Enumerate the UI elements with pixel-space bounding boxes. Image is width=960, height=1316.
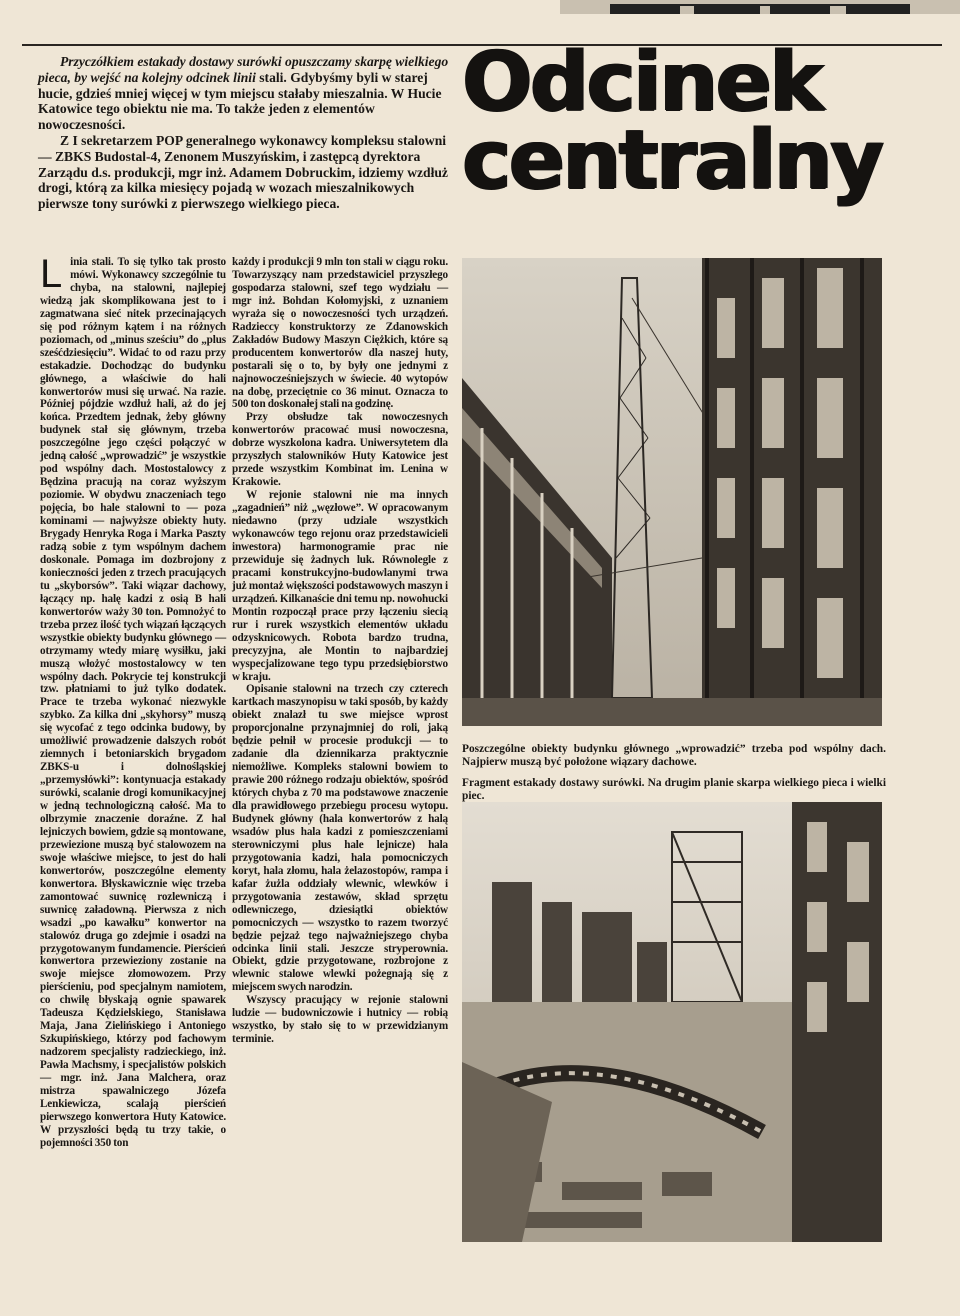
photo-1-illustration	[462, 258, 882, 726]
col1-p1-text: inia stali. To się tylko tak prosto mówi. Wykonawcy szczególnie tu chyba, na stalowni, najlepiej wiedzą jak skomplikowana jest to i zagmatwana sieć nitek przecinających się pod różnym kątem i na różnych poziomach, od „minus sześciu” do „plus sześćdziesięciu”. Widać to od razu przy estakadzie. Dochodząc do budynku głównego, a właściwie do hali konwertorów musi się urwać. Na razie. Później pójdzie wzdłuż hali, aż do jej końca. Przedtem jednak, żeby główny budynek stał się głównym, trzeba poszczególne jego części połączyć w jedną całość „wprowadzić” je wszystkie pod wspólny dach. Mostostalowcy z Będzina pracują na coraz wyższym poziomie. W obydwu znaczeniach tego pojęcia, bo hale stalowni to — poza kominami — najwyższe obiekty huty. Brygady Henryka Roga i Marka Paszty radzą sobie z tym wspólnym dachem doskonale. Pomaga im dozbrojony z konieczności jeden z trzech pracujących tu „skyborsów”. Taki wiązar dachowy, łączący np. halę kadzi z osią B hali konwertorów waży 30 ton. Pomnożyć to trzeba przez ilość tych wiązań łączących wszystkie obiekty budynku głównego — otrzymamy wtedy miarę wysiłku, jaki muszą włożyć mostostalowcy w ten wspólny dach. Pokrycie tej konstrukcji tzw. płatniami to już tylko dodatek. Prace te trzeba wykonać niezwykle szybko. Za kilka dni „skyhorsy” muszą się wycofać z tego odcinka budowy, by umożliwić prowadzenie dalszych robót ziemnych i betoniarskich brygadom ZBKS-u i dolnośląskiej „przemysłówki”: kontynuacja estakady surówki, scalanie drogi komunikacyjnej w jedną technologiczną całość. Ma to olbrzymie znaczenie doraźne. Z hal lejniczych bowiem, gdzie są montowane, przewiezione muszą być stalowozem na swoje właściwe miejsce, to jest do hali konwertorów, poszczególne elementy konwertora. Błyskawicznie więc trzeba zamontować suwnicę rozlewniczą i suwnicę załadowną. Pierwsza z nich wsadzi „po kawałku” konwertor na stalowóz druga go zdejmie i osadzi na przygotowanym fundamencie. Pierścień konwertora przewieziony zostanie na swoje miejsce złomowozem. Przy pierścieniu, pod specjalnym namiotem, co chwilę błyskają ognie spawarek Tadeusza Kędzielskiego, Stanisława Maja, Jana Zielińskiego i Antoniego Szkupińskiego, którzy pod fachowym nadzorem specjalisty radzieckiego, inż. Pawła Machsmy, i specjalistów polskich — mgr. inż. Jana Malchera, oraz mistrza spawalniczego Józefa Lenkiewicza, scalają pierścień pierwszego konwertora Huty Katowice. W przyszłości będą tu trzy takie, o pojemności 350 ton	[40, 256, 226, 1149]
col2-p3: W rejonie stalowni nie ma innych „zagadnień” niż „węzłowe”. W opracowanym niedawno (przy udziale wszystkich wykonawców tego rejonu oraz przedstawicieli inwestora) harmonogramie prac nie przewiduje się żadnych luk. Równolegle z pracami konstrukcyjno-budowlanymi trwa już montaż większości podstawowych maszyn i urządzeń. Kilkanaście dni temu np. nowohucki Montin rozpoczął prace przy łączeniu siecią rur i rurek wszystkich elementów układu odzysknicowych. Robota bardzo trudna, precyzyjna, ale Montin to najbardziej wyspecjalizowane tego typu przedsiębiorstwo w kraju.	[232, 489, 448, 683]
lead-p2: Z I sekretarzem POP generalnego wykonawcy kompleksu stalowni — ZBKS Budostal-4, Zenonem Muszyńskim, i zastępcą dyrektora Zarządu d.s. produkcji, mgr inż. Adamem Dobruckim, idziemy wzdłuż drogi, którą za kilka miesięcy pojadą w wozach mieszalnikowych pierwsze tony surówki z pierwszego wielkiego pieca.	[38, 132, 448, 212]
headline-line-1: Odcinek	[462, 35, 822, 130]
photo-2-caption: Fragment estakady dostawy surówki. Na drugim planie skarpa wielkiego pieca i wielki piec.	[462, 777, 886, 803]
photo-2-illustration	[462, 802, 882, 1242]
article-column-1	[40, 252, 226, 1150]
photo-steelworks-structures	[462, 258, 882, 726]
lead-paragraph	[38, 54, 458, 212]
headline-line-2: centralny	[462, 113, 882, 208]
article-column-2	[232, 256, 448, 1046]
col1-p1	[40, 252, 226, 1150]
page-edge-strip	[560, 0, 960, 14]
col2-p1: każdy i produkcji 9 mln ton stali w ciągu roku. Towarzyszący nam przedstawiciel przyszłego gospodarza stalowni, szef tego wydziału — mgr inż. Bohdan Kołomyjski, z uznaniem wyraża się o nowoczesności tych urządzeń. Radzieccy konstruktorzy ze Zdanowskich Zakładów Budowy Maszyn Ciężkich, które są producentem konwertorów dla naszej huty, postarali się o to, by były one jednymi z najnowocześniejszych w świecie. 40 wytopów na dobę, przeciętnie co 36 minut. Oznacza to 500 ton doskonałej stali na godzinę.	[232, 256, 448, 411]
drop-cap: L	[40, 252, 63, 296]
photo-1-caption: Poszczególne obiekty budynku głównego „wprowadzić” trzeba pod wspólny dach. Najpierw muszą być położone wiązary dachowe.	[462, 743, 886, 769]
photo-ore-conveyor-and-blast-furnace	[462, 802, 882, 1242]
headline	[462, 35, 952, 208]
col2-p5: Wszyscy pracujący w rejonie stalowni ludzie — budowniczowie i hutnicy — robią wszystko, by stało się to w przewidzianym terminie.	[232, 994, 448, 1046]
lead-italic: Przyczółkiem estakady dostawy surówki opuszczamy skarpę wielkiego pieca, by wejść na kolejny odcinek linii	[38, 54, 449, 85]
lead-p1	[38, 54, 458, 133]
lead-p1-rest: stali. Gdybyśmy byli w starej hucie, gdzieś mniej więcej w tym miejscu stałaby mieszalnia. W Hucie Katowice tego obiektu nie ma. To także jeden z elementów nowoczesności.	[38, 69, 442, 133]
col2-p4: Opisanie stalowni na trzech czy czterech kartkach maszynopisu w taki sposób, by każdy obiekt znalazł tu swe miejsce wprost proporcjonalne przynajmniej do roli, jaką będzie pełnił w procesie produkcji — to zadanie dla dziennikarza praktycznie niemożliwe. Kompleks stalowni bowiem to prawie 200 różnego rodzaju obiektów, spośród których chyba z 70 ma podstawowe znaczenie dla prawidłowego przebiegu procesu wytopu. Budynek główny (hala konwertorów z halą wsadów plus hala kadzi z pomieszczeniami sterowniczymi plus hale lejnicze) hala przygotowania kadzi, hala pomocniczych koryt, hala złomu, hala żelazostopów, rampa i kafar żużla oddziały wlewnic, wlewków i przygotowania zestawów, skład sprzętu odlewniczego, dziesiątki obiektów pomocniczych — wszystko to razem tworzyć będzie pejzaż tego najważniejszego chyba odcinka linii stali. Jeszcze stryperownia. Obiekt, gdzie przygotowane, rozbrojone z wlewnic stalowe wlewki pożegnają się z miejscem swych narodzin.	[232, 683, 448, 994]
col2-p2: Przy obsłudze tak nowoczesnych konwertorów pracować musi nowoczesna, dobrze wyszkolona kadra. Uniwersytetem dla przyszłych stalowników Huty Katowice jest przede wszystkim Kombinat im. Lenina w Krakowie.	[232, 411, 448, 489]
